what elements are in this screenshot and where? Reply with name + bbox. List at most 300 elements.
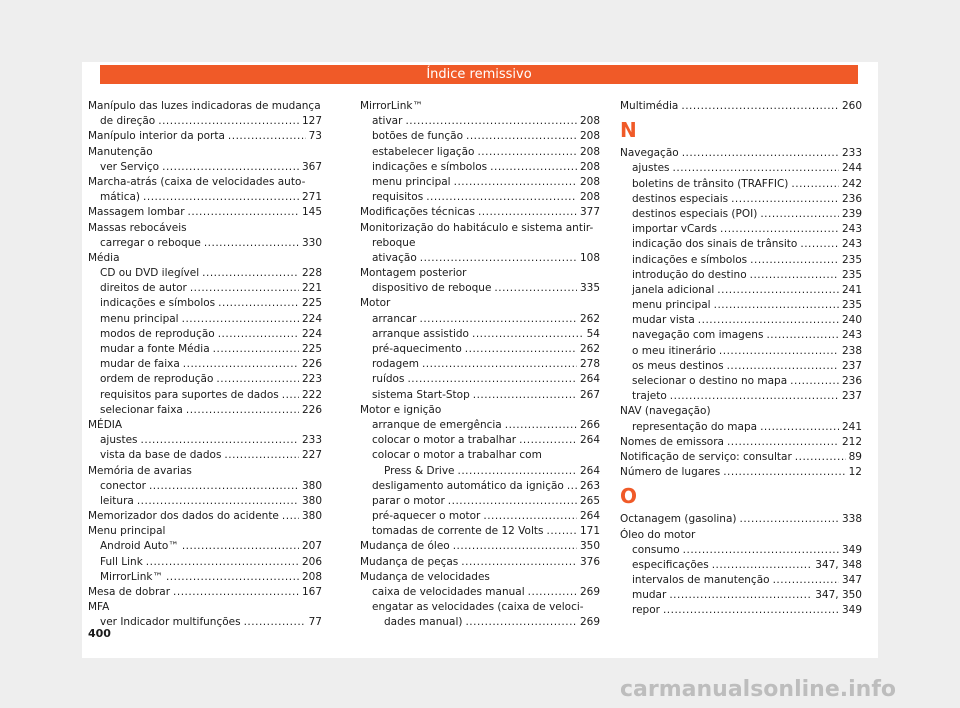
index-page-ref[interactable]: 225 xyxy=(301,343,322,355)
dot-leader xyxy=(458,464,577,479)
index-column-2 xyxy=(360,99,600,631)
index-page-ref[interactable]: 73 xyxy=(308,130,322,143)
index-page-ref[interactable]: 264 xyxy=(579,373,600,386)
index-page-ref[interactable]: 262 xyxy=(579,343,600,355)
index-entry-text: mudar xyxy=(632,589,667,602)
watermark: carmanualsonline.info xyxy=(620,677,896,702)
dot-leader xyxy=(420,312,577,327)
index-entry xyxy=(360,539,600,554)
index-entry-text: pré-aquecimento xyxy=(372,343,462,355)
dot-leader xyxy=(448,494,577,509)
dot-leader xyxy=(282,388,299,403)
index-entry-text: Modificações técnicas xyxy=(360,206,475,219)
index-entry-text: importar vCards xyxy=(632,223,718,236)
dot-leader xyxy=(528,585,577,600)
index-page-ref[interactable]: 264 xyxy=(579,464,600,477)
index-letter-heading: O xyxy=(620,484,638,509)
index-entry-text: repor xyxy=(632,604,660,617)
index-page-ref[interactable]: 239 xyxy=(841,207,862,220)
index-page-ref[interactable]: 330 xyxy=(301,236,322,249)
index-entry-text: representação do mapa xyxy=(632,420,758,433)
index-entry xyxy=(88,479,322,494)
index-page-ref[interactable]: 243 xyxy=(841,238,862,251)
index-entry-text: Manípulo interior da porta xyxy=(88,130,225,143)
index-page-ref[interactable]: 349 xyxy=(841,543,862,556)
index-entry-text: Navegação xyxy=(620,147,679,160)
index-entry-text: dades manual) xyxy=(384,616,463,629)
index-entry xyxy=(360,129,600,144)
index-page-ref[interactable]: 349 xyxy=(841,604,862,617)
index-entry xyxy=(88,175,322,190)
index-entry xyxy=(360,555,600,570)
index-entry-text: ruídos xyxy=(372,373,405,386)
index-page-ref[interactable]: 271 xyxy=(301,191,322,204)
index-entry-text: Manípulo das luzes indicadoras de mudança xyxy=(88,100,321,112)
dot-leader xyxy=(760,420,839,435)
dot-leader xyxy=(173,585,299,600)
dot-leader xyxy=(216,372,299,387)
index-page-ref[interactable]: 367 xyxy=(301,160,322,173)
index-entry-text: tomadas de corrente de 12 Volts xyxy=(372,525,544,538)
index-entry xyxy=(88,433,322,448)
index-page-ref[interactable]: 237 xyxy=(841,359,862,372)
dot-leader xyxy=(727,435,839,450)
index-page-ref[interactable]: 54 xyxy=(586,327,600,340)
index-entry-text: botões de função xyxy=(372,130,463,143)
dot-leader xyxy=(670,389,839,404)
index-page-ref[interactable]: 244 xyxy=(841,162,862,175)
index-entry xyxy=(620,344,862,359)
index-page-ref[interactable]: 233 xyxy=(841,147,862,160)
index-entry-text: Massagem lombar xyxy=(88,206,185,219)
index-entry-text: de direção xyxy=(100,115,156,128)
index-entry xyxy=(620,588,862,603)
index-entry-text: boletins de trânsito (TRAFFIC) xyxy=(632,177,789,190)
index-entry-text: rodagem xyxy=(372,358,419,371)
index-entry xyxy=(360,448,600,463)
dot-leader xyxy=(186,403,299,418)
index-entry xyxy=(88,524,322,539)
index-page-ref[interactable]: 108 xyxy=(579,251,600,264)
dot-leader xyxy=(750,268,839,283)
index-page-ref[interactable]: 263 xyxy=(579,479,600,492)
index-page-ref[interactable]: 206 xyxy=(301,555,322,568)
index-page-ref[interactable]: 236 xyxy=(841,192,862,205)
index-page-ref[interactable]: 243 xyxy=(841,223,862,236)
dot-leader xyxy=(567,479,577,494)
index-page-ref[interactable]: 89 xyxy=(848,450,862,463)
index-entry-text: janela adicional xyxy=(632,283,715,296)
dot-leader xyxy=(683,543,839,558)
index-entry xyxy=(360,160,600,175)
index-page-ref[interactable]: 241 xyxy=(841,283,862,296)
index-entry-text: mudar de faixa xyxy=(100,358,180,371)
index-entry-text: intervalos de manutenção xyxy=(632,574,770,587)
index-entry-text: CD ou DVD ilegível xyxy=(100,267,200,280)
index-entry xyxy=(88,129,322,144)
index-entry-text: ativar xyxy=(372,115,403,128)
dot-leader xyxy=(149,479,299,494)
index-entry-text: modos de reprodução xyxy=(100,327,215,340)
dot-leader xyxy=(453,539,577,554)
index-entry xyxy=(360,236,600,251)
dot-leader xyxy=(490,160,577,175)
dot-leader xyxy=(143,190,299,205)
index-entry-text: desligamento automático da ignição xyxy=(372,479,564,492)
index-page-ref[interactable]: 224 xyxy=(301,327,322,340)
index-entry-text: selecionar faixa xyxy=(100,403,183,416)
index-page-ref[interactable]: 264 xyxy=(579,510,600,523)
index-entry xyxy=(620,435,862,450)
dot-leader xyxy=(158,114,299,129)
index-letter-heading: N xyxy=(620,118,637,143)
index-entry xyxy=(620,298,862,313)
index-entry-text: ajustes xyxy=(100,434,138,447)
index-page-ref[interactable]: 238 xyxy=(841,344,862,357)
index-entry-text: leitura xyxy=(100,494,134,507)
index-page-ref[interactable]: 347 xyxy=(841,574,862,587)
index-entry xyxy=(360,251,600,266)
index-entry-text: vista da base de dados xyxy=(100,449,222,462)
index-page-ref[interactable]: 335 xyxy=(579,282,600,295)
index-entry xyxy=(88,266,322,281)
dot-leader xyxy=(682,146,839,161)
index-page-ref[interactable]: 347, 350 xyxy=(815,589,862,602)
dot-leader xyxy=(477,145,577,160)
dot-leader xyxy=(213,342,299,357)
index-page-ref[interactable]: 208 xyxy=(579,191,600,204)
index-entry xyxy=(360,205,600,220)
index-entry xyxy=(88,388,322,403)
index-entry xyxy=(360,509,600,524)
index-page-ref[interactable]: 266 xyxy=(579,418,600,431)
index-entry xyxy=(88,281,322,296)
index-entry xyxy=(620,420,862,435)
index-entry xyxy=(88,99,322,114)
index-entry-text: ordem de reprodução xyxy=(100,373,214,386)
index-page-ref[interactable]: 242 xyxy=(841,177,862,190)
index-entry-text: indicações e símbolos xyxy=(372,160,488,173)
index-page-ref[interactable]: 260 xyxy=(841,100,862,112)
index-entry xyxy=(620,222,862,237)
dot-leader xyxy=(405,114,577,129)
index-page-ref[interactable]: 227 xyxy=(301,449,322,462)
index-page-ref[interactable]: 127 xyxy=(301,115,322,128)
dot-leader xyxy=(461,555,577,570)
index-entry-text: mudar vista xyxy=(632,314,695,327)
index-entry xyxy=(360,342,600,357)
index-entry-text: requisitos para suportes de dados xyxy=(100,388,279,401)
index-entry-text: Memorizador dos dados do acidente xyxy=(88,510,279,523)
dot-leader xyxy=(494,281,577,296)
dot-leader xyxy=(137,494,299,509)
index-entry xyxy=(620,313,862,328)
dot-leader xyxy=(723,465,845,480)
index-entry-text: Monitorização do habitáculo e sistema antir- xyxy=(360,221,594,234)
index-entry-text: requisitos xyxy=(372,191,424,204)
index-page-ref[interactable]: 167 xyxy=(301,586,322,598)
dot-leader xyxy=(204,236,299,251)
index-entry-text: NAV (navegação) xyxy=(620,405,711,418)
index-page-ref[interactable]: 222 xyxy=(301,388,322,401)
index-page-ref[interactable]: 347, 348 xyxy=(815,558,862,571)
index-entry xyxy=(360,296,600,311)
index-entry xyxy=(620,389,862,404)
index-page-ref[interactable]: 265 xyxy=(579,494,600,507)
index-entry-text: caixa de velocidades manual xyxy=(372,586,525,598)
index-entry-text: Mudança de velocidades xyxy=(360,570,490,583)
dot-leader xyxy=(472,327,584,342)
index-page-ref[interactable]: 338 xyxy=(841,513,862,526)
index-entry xyxy=(360,615,600,630)
index-entry-text: Motor e ignição xyxy=(360,403,442,416)
index-entry-text: MirrorLink™ xyxy=(360,100,423,112)
index-entry-text: Full Link xyxy=(100,555,143,568)
index-entry xyxy=(360,570,600,585)
dot-leader xyxy=(791,177,839,192)
index-entry-text: destinos especiais xyxy=(632,192,729,205)
index-page-ref[interactable]: 269 xyxy=(579,616,600,629)
index-page-ref[interactable]: 226 xyxy=(301,403,322,416)
index-page-ref[interactable]: 236 xyxy=(841,375,862,387)
index-entry-text: MFA xyxy=(88,601,110,614)
page-title: Índice remissivo xyxy=(100,65,858,84)
dot-leader xyxy=(146,555,299,570)
index-page-ref[interactable]: 241 xyxy=(841,420,862,433)
index-entry xyxy=(88,418,322,433)
index-page-ref[interactable]: 12 xyxy=(848,466,862,479)
index-entry-text: colocar o motor a trabalhar com xyxy=(372,449,542,462)
dot-leader xyxy=(162,160,299,175)
index-page-ref[interactable]: 269 xyxy=(579,586,600,598)
index-entry-text: Octanagem (gasolina) xyxy=(620,513,737,526)
index-entry-text: arranque de emergência xyxy=(372,418,502,431)
index-entry xyxy=(620,146,862,161)
index-page-ref[interactable]: 208 xyxy=(579,115,600,128)
index-entry xyxy=(88,296,322,311)
index-page-ref[interactable]: 377 xyxy=(579,206,600,219)
index-entry xyxy=(620,512,862,527)
index-entry-text: Montagem posterior xyxy=(360,267,467,280)
index-entry-text: Massas rebocáveis xyxy=(88,221,187,234)
index-entry-text: Menu principal xyxy=(88,525,166,538)
index-page-ref[interactable]: 171 xyxy=(579,525,600,538)
dot-leader xyxy=(202,266,299,281)
index-entry-text: indicações e símbolos xyxy=(632,253,748,266)
index-page-ref[interactable]: 228 xyxy=(301,267,322,280)
dot-leader xyxy=(141,433,299,448)
index-entry xyxy=(360,418,600,433)
dot-leader xyxy=(466,129,577,144)
index-entry-text: carregar o reboque xyxy=(100,236,201,249)
index-page-ref[interactable]: 145 xyxy=(301,206,322,219)
index-entry-text: menu principal xyxy=(632,299,711,312)
index-entry-text: pré-aquecer o motor xyxy=(372,510,481,523)
index-entry xyxy=(620,543,862,558)
index-page-ref[interactable]: 380 xyxy=(301,510,322,523)
index-page-ref[interactable]: 235 xyxy=(841,299,862,312)
index-entry xyxy=(360,479,600,494)
index-entry xyxy=(360,145,600,160)
dot-leader xyxy=(673,161,839,176)
dot-leader xyxy=(714,298,839,313)
dot-leader xyxy=(244,615,306,630)
index-page-ref[interactable]: 77 xyxy=(308,616,322,629)
dot-leader xyxy=(720,222,839,237)
dot-leader xyxy=(712,558,813,573)
dot-leader xyxy=(228,129,306,144)
index-page-ref[interactable]: 235 xyxy=(841,268,862,281)
index-entry xyxy=(88,570,322,585)
index-entry xyxy=(360,357,600,372)
dot-leader xyxy=(465,342,577,357)
dot-leader xyxy=(719,344,839,359)
index-entry-text: Android Auto™ xyxy=(100,540,179,553)
index-entry-text: MÉDIA xyxy=(88,418,123,431)
index-page-ref[interactable]: 212 xyxy=(841,435,862,448)
index-entry-text: Motor xyxy=(360,297,391,310)
index-page-ref[interactable]: 226 xyxy=(301,358,322,371)
index-entry-text: direitos de autor xyxy=(100,282,187,295)
dot-leader xyxy=(546,524,576,539)
index-column-3 xyxy=(620,99,862,619)
index-entry xyxy=(620,374,862,389)
index-entry xyxy=(88,114,322,129)
index-entry xyxy=(620,359,862,374)
index-page-ref[interactable]: 208 xyxy=(579,160,600,173)
index-entry-text: introdução do destino xyxy=(632,268,747,281)
index-entry-text: o meu itinerário xyxy=(632,344,716,357)
dot-leader xyxy=(717,283,839,298)
dot-leader xyxy=(190,281,299,296)
index-entry xyxy=(360,281,600,296)
index-entry-text: consumo xyxy=(632,543,680,556)
dot-leader xyxy=(182,312,299,327)
index-entry xyxy=(88,205,322,220)
index-entry xyxy=(88,494,322,509)
index-entry-text: arranque assistido xyxy=(372,327,469,340)
index-entry xyxy=(620,558,862,573)
dot-leader xyxy=(407,372,577,387)
index-entry xyxy=(620,207,862,222)
index-entry-text: MirrorLink™ xyxy=(100,570,163,583)
index-page-ref[interactable]: 262 xyxy=(579,312,600,325)
index-column-1 xyxy=(88,99,322,631)
index-entry-text: menu principal xyxy=(100,312,179,325)
index-entry-text: os meus destinos xyxy=(632,359,724,372)
index-page-ref[interactable]: 350 xyxy=(579,540,600,553)
index-page-ref[interactable]: 208 xyxy=(579,145,600,158)
index-entry xyxy=(88,464,322,479)
index-entry xyxy=(88,190,322,205)
dot-leader xyxy=(727,359,839,374)
index-entry xyxy=(620,192,862,207)
index-entry-text: parar o motor xyxy=(372,494,445,507)
index-entry-text: Mudança de peças xyxy=(360,555,459,568)
dot-leader xyxy=(422,357,577,372)
index-page-ref[interactable]: 240 xyxy=(841,314,862,327)
index-page-ref[interactable]: 380 xyxy=(301,479,322,492)
index-page-ref[interactable]: 223 xyxy=(301,373,322,386)
index-entry xyxy=(620,161,862,176)
index-entry-text: trajeto xyxy=(632,390,667,403)
dot-leader xyxy=(681,99,839,114)
index-entry xyxy=(620,603,862,618)
index-page-ref[interactable]: 208 xyxy=(579,175,600,188)
index-page-ref[interactable]: 225 xyxy=(301,297,322,310)
index-entry xyxy=(88,145,322,160)
index-page-ref[interactable]: 235 xyxy=(841,253,862,266)
dot-leader xyxy=(663,603,839,618)
index-entry-text: Multimédia xyxy=(620,100,679,112)
index-page-ref[interactable]: 243 xyxy=(841,329,862,342)
index-entry xyxy=(620,268,862,283)
index-page-ref[interactable]: 380 xyxy=(301,494,322,507)
index-entry-text: estabelecer ligação xyxy=(372,145,475,158)
dot-leader xyxy=(218,296,299,311)
index-page-ref[interactable]: 224 xyxy=(301,312,322,325)
index-page-ref[interactable]: 267 xyxy=(579,388,600,401)
index-entry xyxy=(360,494,600,509)
dot-leader xyxy=(505,418,577,433)
index-entry-text: indicação dos sinais de trânsito xyxy=(632,238,798,251)
index-entry xyxy=(88,312,322,327)
index-entry xyxy=(88,509,322,524)
index-entry-text: ver Serviço xyxy=(100,160,160,173)
index-entry-text: destinos especiais (POI) xyxy=(632,207,758,220)
index-page-ref[interactable]: 237 xyxy=(841,390,862,403)
index-entry xyxy=(360,464,600,479)
index-entry xyxy=(620,573,862,588)
index-page-ref[interactable]: 208 xyxy=(579,130,600,143)
index-page-ref[interactable]: 278 xyxy=(579,358,600,371)
index-page-ref[interactable]: 376 xyxy=(579,555,600,568)
index-page-ref[interactable]: 207 xyxy=(301,540,322,553)
index-entry xyxy=(360,600,600,615)
index-entry-text: Número de lugares xyxy=(620,466,721,479)
index-entry-text: Marcha-atrás (caixa de velocidades auto- xyxy=(88,175,306,188)
index-entry xyxy=(360,524,600,539)
index-entry xyxy=(620,283,862,298)
index-page-ref[interactable]: 233 xyxy=(301,434,322,447)
dot-leader xyxy=(773,573,839,588)
index-entry xyxy=(360,175,600,190)
index-page-ref[interactable]: 208 xyxy=(301,570,322,583)
dot-leader xyxy=(766,328,839,343)
index-entry xyxy=(620,528,862,543)
index-entry xyxy=(360,99,600,114)
index-entry xyxy=(88,342,322,357)
index-page-ref[interactable]: 221 xyxy=(301,282,322,295)
index-entry xyxy=(360,327,600,342)
dot-leader xyxy=(795,450,846,465)
dot-leader xyxy=(183,357,299,372)
index-entry xyxy=(360,190,600,205)
index-entry xyxy=(88,251,322,266)
index-entry-text: indicações e símbolos xyxy=(100,297,216,310)
index-entry xyxy=(360,585,600,600)
dot-leader xyxy=(483,509,577,524)
index-entry-text: sistema Start-Stop xyxy=(372,388,470,401)
index-entry xyxy=(360,433,600,448)
index-entry xyxy=(88,555,322,570)
index-entry-text: ajustes xyxy=(632,162,670,175)
index-entry xyxy=(620,99,862,114)
index-entry xyxy=(88,357,322,372)
index-page-ref[interactable]: 264 xyxy=(579,434,600,447)
index-entry-text: menu principal xyxy=(372,175,451,188)
dot-leader xyxy=(790,374,839,389)
